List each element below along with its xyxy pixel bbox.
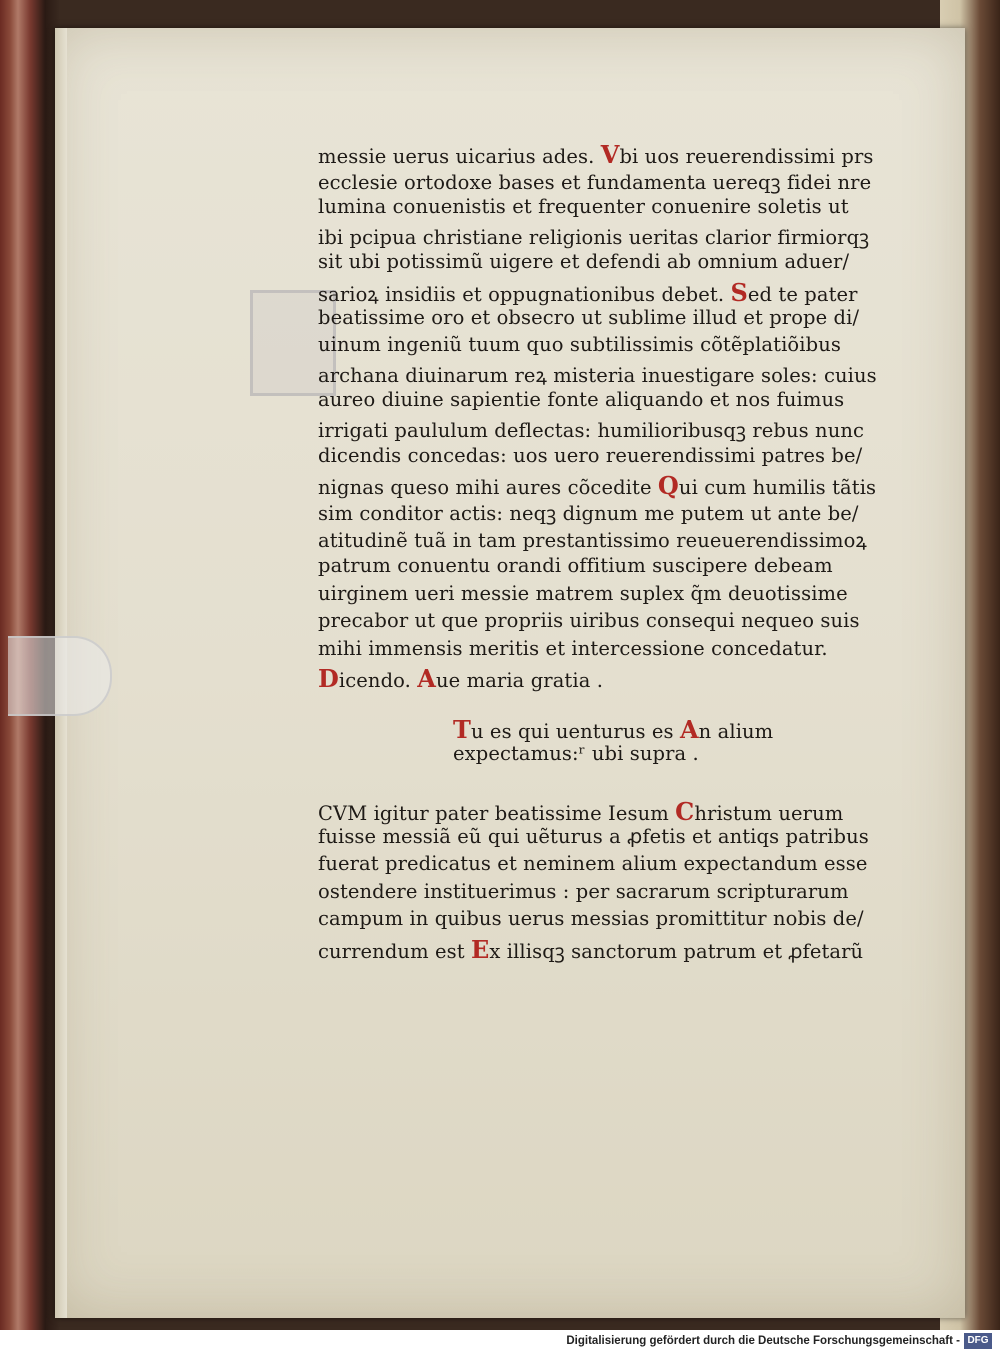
- line-text: ibi pcipua christiane religionis ueritas clarior firmiorqꝫ: [318, 225, 870, 249]
- text-line: [318, 907, 898, 935]
- line-text: lumina conuenistis et frequenter conuenire soletis ut: [318, 195, 849, 219]
- line-text: currendum est: [318, 940, 471, 964]
- line-text: campum in quibus uerus messias promittitur nobis de/: [318, 907, 864, 931]
- text-line: [318, 361, 898, 389]
- footer-bar: [0, 1330, 1000, 1353]
- rubricated-initial: S: [730, 277, 748, 307]
- line-text: u es qui uenturus es: [470, 719, 680, 743]
- line-text: fuerat predicatus et neminem alium expectandum esse: [318, 852, 868, 876]
- page-clip: [8, 636, 112, 716]
- rubricated-initial: C: [675, 797, 695, 827]
- text-line: [318, 935, 898, 963]
- line-text: expectamus:ʳ ubi supra .: [453, 742, 699, 766]
- text-line: [318, 444, 898, 472]
- line-text: nignas queso mihi aures cõcedite: [318, 476, 658, 500]
- text-line: [318, 471, 898, 499]
- line-text: atitudinẽ tuã in tam prestantissimo reueuerendissimoꝝ: [318, 529, 867, 553]
- line-text: CVM: [318, 802, 368, 826]
- line-text: uirginem ueri messie matrem suplex q̃m deuotissime: [318, 581, 848, 605]
- line-text: ue maria gratia .: [436, 669, 604, 693]
- line-text: igitur pater beatissime Iesum: [367, 802, 676, 826]
- text-line: [318, 388, 898, 416]
- line-text: fuisse messiã eũ qui uẽturus a ꝓfetis et antiqs patribus: [318, 824, 869, 848]
- text-line: [318, 306, 898, 334]
- line-text: bi uos reuerendissimi prs: [619, 145, 874, 168]
- line-text: aureo diuine sapientie fonte aliquando et nos fuimus: [318, 388, 845, 412]
- text-line: [318, 664, 898, 692]
- spacer: [318, 692, 898, 715]
- rubricated-initial: V: [600, 140, 620, 169]
- text-line: [318, 499, 898, 527]
- rubricated-initial: T: [453, 714, 471, 744]
- line-text: ed te pater: [747, 282, 858, 306]
- line-text: messie uerus uicarius ades.: [318, 145, 601, 168]
- text-line: [318, 637, 898, 665]
- text-line: [453, 742, 898, 770]
- verse-lines: [318, 715, 898, 770]
- text-line: [318, 797, 898, 825]
- line-text: sarioꝝ insidiis et oppugnationibus debet.: [318, 282, 731, 306]
- line-text: icendo.: [338, 669, 418, 693]
- line-text: mihi immensis meritis et intercessione concedatur.: [318, 636, 828, 660]
- line-text: ui cum humilis tãtis: [678, 476, 877, 500]
- funding-notice: Digitalisierung gefördert durch die Deutsche Forschungsgemeinschaft -: [566, 1335, 960, 1347]
- text-line: [318, 609, 898, 637]
- rubricated-initial: A: [417, 664, 436, 694]
- text-line: [318, 526, 898, 554]
- line-text: hristum uerum: [694, 802, 844, 826]
- text-line: [318, 168, 898, 196]
- text-line: [318, 333, 898, 361]
- rubricated-initial: A: [679, 714, 699, 744]
- line-text: archana diuinarum reꝝ misteria inuestigare soles: cuius: [318, 363, 877, 387]
- rubricated-initial: D: [318, 664, 339, 694]
- line-text: sim conditor actis: neqꝫ dignum me putem ut ante be/: [318, 501, 859, 525]
- closing-lines: [318, 797, 898, 963]
- text-line: [318, 278, 898, 306]
- spacer: [318, 770, 898, 797]
- line-text: n alium: [698, 719, 774, 743]
- text-line: [318, 195, 898, 223]
- text-line: [318, 554, 898, 582]
- line-text: sit ubi potissimũ uigere et defendi ab omnium aduer/: [318, 250, 850, 274]
- text-line: [318, 223, 898, 251]
- main-text-block: [318, 140, 898, 963]
- text-line: [318, 880, 898, 908]
- line-text: patrum conuentu orandi offitium suscipere debeam: [318, 553, 833, 577]
- line-text: beatissime oro et obsecro ut sublime illud et prope di/: [318, 305, 860, 329]
- line-text: ecclesie ortodoxe bases et fundamenta uereqꝫ fidei nre: [318, 170, 872, 194]
- rubricated-initial: E: [470, 935, 490, 965]
- line-text: x illisqꝫ sanctorum patrum et ꝓfetarũ: [489, 940, 864, 964]
- line-text: uinum ingeniũ tuum quo subtilissimis cõtẽplatiõibus: [318, 333, 841, 357]
- text-line: [318, 825, 898, 853]
- line-text: precabor ut que propriis uiribus consequi nequeo suis: [318, 609, 860, 633]
- line-text: irrigati paululum deflectas: humilioribusqꝫ rebus nunc: [318, 418, 865, 442]
- body-lines: [318, 140, 898, 692]
- line-text: dicendis concedas: uos uero reuerendissimi patres be/: [318, 443, 863, 467]
- rubricated-initial: Q: [657, 471, 679, 501]
- text-line: [318, 416, 898, 444]
- text-line: [318, 140, 898, 168]
- line-text: ostendere instituerimus : per sacrarum scripturarum: [318, 879, 849, 903]
- dfg-logo: DFG: [964, 1333, 992, 1349]
- text-line: [318, 852, 898, 880]
- text-line: [453, 715, 898, 743]
- text-line: [318, 582, 898, 610]
- text-line: [318, 250, 898, 278]
